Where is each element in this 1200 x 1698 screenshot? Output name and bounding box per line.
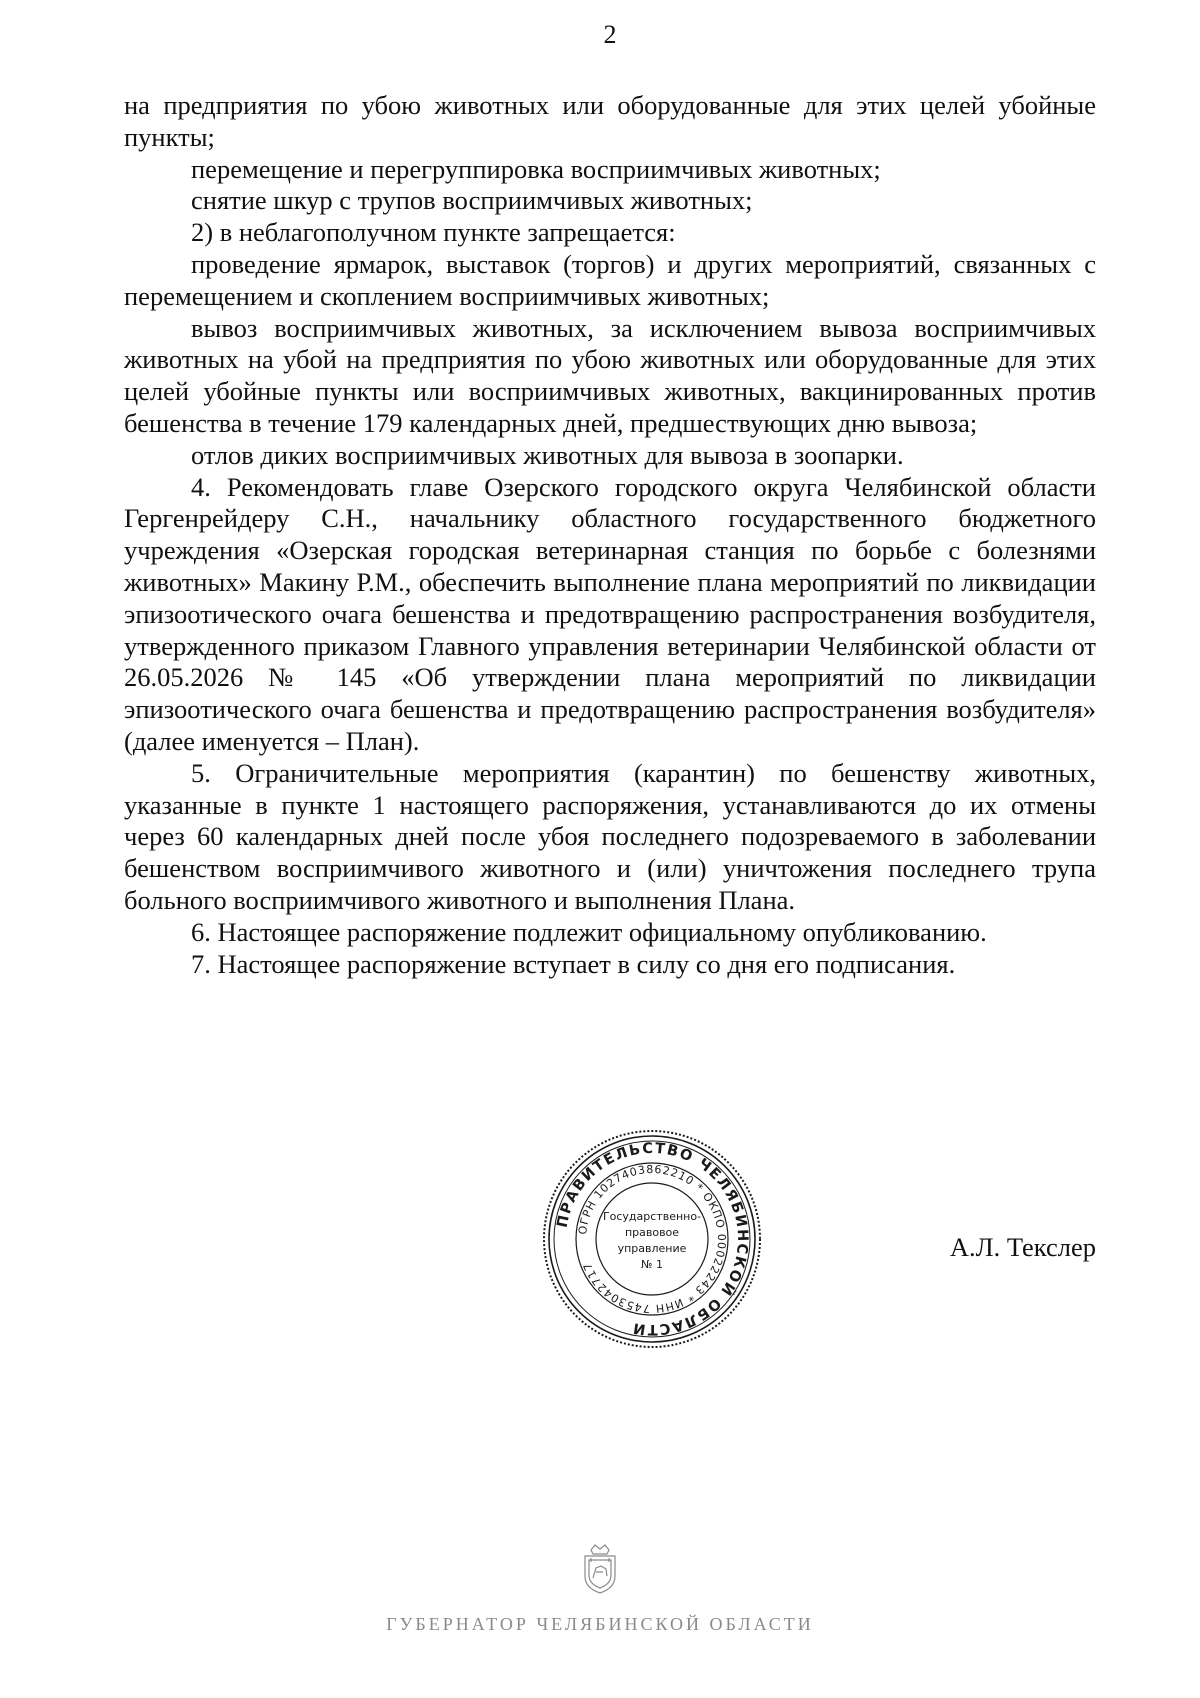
paragraph-moving-animals: перемещение и перегруппировка восприимчивых животных; xyxy=(191,153,881,184)
paragraph-item-6: 6. Настоящее распоряжение подлежит официальному опубликованию. xyxy=(191,916,987,947)
paragraph-item-7: 7. Настоящее распоряжение вступает в силу со дня его подписания. xyxy=(191,948,956,979)
paragraph-item-2: 2) в неблагополучном пункте запрещается: xyxy=(191,217,676,248)
paragraph-item-5: 5. Ограничительные мероприятия (карантин) по бешенству животных, указанные в пункте 1 настоящего распоряжения, устанавливаются до их отмены через 60 календарных дней после убоя последнего подозреваемого в заболевании бешенством восприимчивого животного и (или) уничтожения последнего трупа больного восприимчивого животного и выполнения Плана. xyxy=(124,757,1096,915)
chelyabinsk-coat-of-arms-icon xyxy=(579,1542,621,1596)
paragraph-fairs: проведение ярмарок, выставок (торгов) и других мероприятий, связанных с перемещением и скоплением восприимчивых животных; xyxy=(124,248,1096,311)
footer-organization: ГУБЕРНАТОР ЧЕЛЯБИНСКОЙ ОБЛАСТИ xyxy=(386,1614,814,1634)
stamp-inner-text: ОГРН 1027403862210 * ОКПО 00022243 * ИНН 7453042717 xyxy=(576,1162,729,1316)
paragraph-skinning: снятие шкур с трупов восприимчивых животных; xyxy=(191,185,753,216)
stamp-center-line-4: № 1 xyxy=(641,1258,663,1271)
official-stamp xyxy=(538,1125,766,1353)
paragraph-export: вывоз восприимчивых животных, за исключением вывоза восприимчивых животных на убой на предприятия по убою животных или оборудованные для этих целей убойные пункты или восприимчивых животных, вакцинированных против бешенства в течение 179 календарных дней, предшествующих дню вывоза; xyxy=(124,312,1096,438)
paragraph-item-4: 4. Рекомендовать главе Озерского городского округа Челябинской области Гергенрейдеру С.Н., начальнику областного государственного бюджетного учреждения «Озерская городская ветеринарная станция по борьбе с болезнями животных» Макину Р.М., обеспечить выполнение плана мероприятий по ликвидации эпизоотического очага бешенства и предотвращению распространения возбудителя, утвержденного приказом Главного управления ветеринарии Челябинской области от 26.05.2026 № 145 «Об утверждении плана мероприятий по ликвидации эпизоотического очага бешенства и предотвращению распространения возбудителя» (далее именуется – План). xyxy=(124,471,1096,756)
stamp-center-line-2: правовое xyxy=(624,1226,680,1239)
stamp-outer-text: ПРАВИТЕЛЬСТВО ЧЕЛЯБИНСКОЙ ОБЛАСТИ xyxy=(554,1140,751,1338)
stamp-center-line-1: Государственно- xyxy=(602,1210,702,1223)
paragraph-capture: отлов диких восприимчивых животных для вывоза в зоопарки. xyxy=(191,439,904,470)
signature-name: А.Л. Текслер xyxy=(949,1232,1096,1262)
paragraph-continuation: на предприятия по убою животных или оборудованные для этих целей убойные пункты; xyxy=(124,90,1096,152)
document-body xyxy=(124,90,1096,980)
page-number: 2 xyxy=(603,20,617,49)
stamp-center-line-3: управление xyxy=(617,1242,687,1255)
